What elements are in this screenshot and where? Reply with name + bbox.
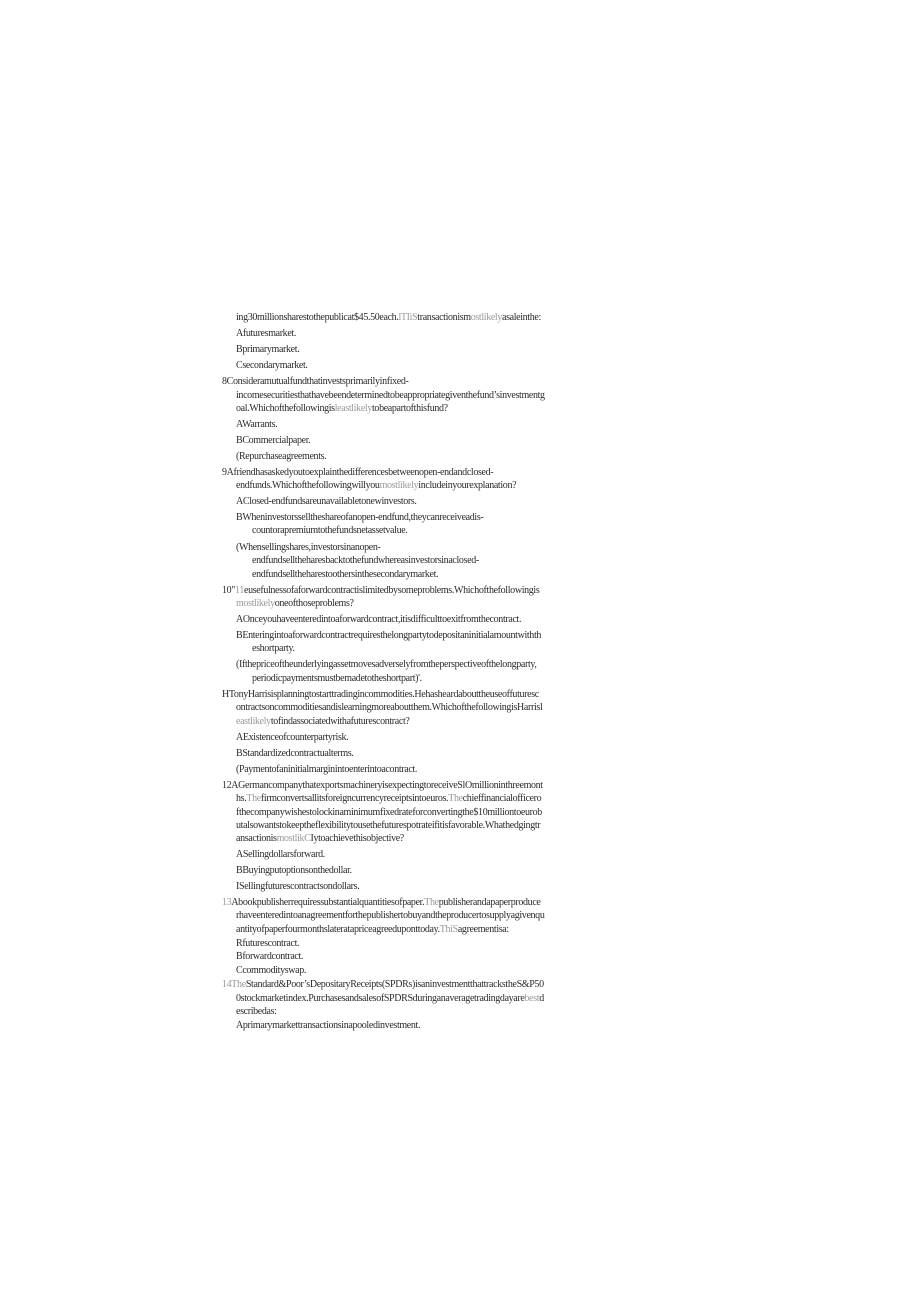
text-line — [236, 418, 277, 431]
text-run: endfundselltheharestoothersinthesecondarymarket. — [252, 569, 439, 580]
text-run: BCommercialpaper. — [236, 435, 311, 446]
text-run: Ccommodityswap. — [236, 965, 307, 976]
faded-text: ostlikely — [470, 312, 503, 323]
text-line — [236, 541, 381, 554]
text-run: oal.Whichofthefollowingis — [236, 403, 335, 414]
text-line — [236, 1005, 277, 1018]
text-line — [236, 311, 541, 324]
text-run: 12AGermancompanythatexportsmachineryisexpectingtoreceiveSlOmillioninthreemont — [222, 780, 543, 791]
text-line — [236, 402, 448, 415]
faded-text: lTIiS — [398, 312, 418, 323]
text-run: BStandardizedcontractualterms. — [236, 748, 354, 759]
text-line — [236, 389, 545, 402]
text-line — [236, 715, 410, 728]
text-run: firmconvertsallitsforeigncurrencyreceiptsintoeuros. — [260, 793, 449, 804]
text-run: Aprimarymarkettransactionsinapooledinvestment. — [236, 1020, 421, 1031]
faded-text: 11 — [235, 585, 244, 596]
text-run: AExistenceofcounterpartyrisk. — [236, 732, 349, 743]
text-line — [236, 937, 299, 950]
text-run: escribedas: — [236, 1006, 277, 1017]
text-run: antityofpaperfourmonthslateratapriceagreeduponttoday. — [236, 924, 440, 935]
text-run: Bprimarymarket. — [236, 344, 300, 355]
text-run: AWarrants. — [236, 419, 278, 430]
faded-text: The — [448, 793, 463, 804]
text-line — [252, 568, 438, 581]
text-run: endfundselltheharesbacktothefundwhereasinvestorsinaclosed- — [252, 555, 479, 566]
text-run: BWheninvestorsselltheshareofanopen-endfund,theycanreceiveadis- — [236, 512, 484, 523]
text-run: utalsowantstokeeptheflexibilitytousethefuturespotrateifitisfavorable.Whathedgingtr — [236, 820, 541, 831]
text-run: d — [539, 993, 544, 1004]
text-line — [222, 688, 539, 701]
text-run: transactionism — [417, 312, 471, 323]
text-run: HTonyHarrisisplanningtostarttradingincommodities.Hehasheardabouttheuseoffuturesc — [222, 689, 539, 700]
text-line — [236, 658, 537, 671]
text-run: BBuyingputoptionsonthedollar. — [236, 865, 352, 876]
text-run: ontractsoncommoditiesandislearningmoreaboutthem.WhichofthefollowingisHarrisl — [236, 702, 543, 713]
text-run: eshortparty. — [252, 643, 295, 654]
text-run: fthecompanywishestolockinaminimumfixedrateforconvertingthe$10milliontoeurob — [236, 807, 542, 818]
faded-text: The — [424, 897, 439, 908]
faded-text: 13 — [222, 897, 232, 908]
text-line — [252, 524, 407, 537]
text-run: BEnteringintoaforwardcontractrequiresthelongpartytodepositaninitialamountwithth — [236, 630, 542, 641]
text-line — [236, 819, 540, 832]
text-run: tofindassociatedwithafuturescontract? — [270, 716, 410, 727]
text-line — [236, 909, 545, 922]
text-run: Csecondarymarket. — [236, 360, 308, 371]
text-run: (Paymentofaninitialmarginintoenterintoacontract. — [236, 764, 418, 775]
text-line — [236, 950, 303, 963]
text-line — [236, 763, 417, 776]
text-run: publisherandapaperproduce — [438, 897, 541, 908]
text-line — [236, 629, 541, 642]
faded-text: leastlikely — [334, 403, 372, 414]
text-run: 9Afriendhasaskedyoutoexplainthedifferencesbetweenopen-endandclosed- — [222, 467, 494, 478]
text-line — [252, 554, 479, 567]
text-line — [236, 597, 354, 610]
faded-text: mostlikely — [236, 598, 275, 609]
text-run: Abookpublisherrequiressubstantialquantitiesofpaper. — [231, 897, 425, 908]
text-run: ansactionis — [236, 833, 277, 844]
text-run: 8Consideramutualfundthatinvestsprimarilyinfixed- — [222, 376, 409, 387]
text-run: AOnceyouhaveenteredintoaforwardcontract,itisdifficulttoexitfromthecontract. — [236, 614, 522, 625]
faded-text: best — [524, 993, 540, 1004]
text-run: (Repurchaseagreements. — [236, 451, 327, 462]
text-run: chieffinancialofficero — [462, 793, 542, 804]
text-line — [236, 806, 542, 819]
text-line — [222, 779, 543, 792]
faded-text: 14The — [222, 979, 246, 990]
text-run: Afuturesmarket. — [236, 328, 297, 339]
text-line — [236, 731, 348, 744]
text-line — [236, 327, 296, 340]
text-line — [236, 792, 541, 805]
text-run: countorapremiumtothefundsnetassetvalue. — [252, 525, 408, 536]
text-line — [236, 848, 325, 861]
text-run: endfunds.Whichofthefollowingwillyou — [236, 480, 380, 491]
text-line — [236, 1019, 420, 1032]
text-line — [236, 359, 308, 372]
text-run: asaleinthe: — [502, 312, 541, 323]
text-line — [236, 964, 306, 977]
text-run: rhaveenteredintoanagreementforthepublishertobuyandtheproducertosupplyagivenqu — [236, 910, 545, 921]
text-line — [222, 584, 539, 597]
text-run: agreementisa: — [457, 924, 509, 935]
text-run: Rfuturescontract. — [236, 938, 300, 949]
faded-text: The — [246, 793, 261, 804]
text-line — [222, 978, 544, 991]
text-line — [236, 864, 352, 877]
text-run: incomesecuritiesthathavebeendeterminedtobeappropriategiventhefund’sinvestmentg — [236, 390, 545, 401]
text-line — [236, 343, 299, 356]
text-run: ing30millionsharestothepublicat$45.50each. — [236, 312, 399, 323]
faded-text: mostlikely — [379, 480, 419, 491]
text-run: 0stockmarketindex.PurchasesandsalesofSPDRSduringanaveragetradingdayare — [236, 993, 525, 1004]
text-line — [236, 511, 483, 524]
text-run: tobeapartofthisfund? — [371, 403, 448, 414]
text-line — [236, 450, 326, 463]
text-run: Iytoachievethisobjective? — [310, 833, 404, 844]
text-run: eusefulnessofaforwardcontractislimitedbysomeproblems.Whichofthefollowingis — [243, 585, 540, 596]
text-line — [236, 747, 354, 760]
text-run: (Ifthepriceoftheunderlyingassetmovesadverselyfromtheperspectiveofthelongparty, — [236, 659, 537, 670]
text-run: hs. — [236, 793, 247, 804]
text-line — [252, 672, 422, 685]
text-line — [252, 642, 295, 655]
text-run: 10" — [222, 585, 236, 596]
text-line — [236, 992, 544, 1005]
text-line — [236, 880, 359, 893]
text-line — [236, 701, 542, 714]
text-run: Bforwardcontract. — [236, 951, 304, 962]
text-run: periodicpaymentsmustbemadetotheshortpart)'. — [252, 673, 422, 684]
text-run: ISellingfuturescontractsondollars. — [236, 881, 360, 892]
text-run: AClosed-endfundsareunavailabletonewinvestors. — [236, 496, 417, 507]
text-line — [222, 375, 409, 388]
text-line — [222, 896, 541, 909]
text-line — [236, 613, 521, 626]
text-run: (Whensellingshares,investorsinanopen- — [236, 542, 381, 553]
faded-text: mostlikC — [276, 833, 311, 844]
faded-text: eastlikely — [236, 716, 271, 727]
text-run: oneofthoseproblems? — [274, 598, 354, 609]
faded-text: ThiS — [439, 924, 458, 935]
text-line — [236, 923, 509, 936]
text-line — [236, 434, 310, 447]
text-run: includeinyourexplanation? — [418, 480, 517, 491]
text-line — [236, 479, 516, 492]
text-line — [222, 466, 493, 479]
text-run: ASellingdollarsforward. — [236, 849, 325, 860]
text-line — [236, 832, 404, 845]
text-line — [236, 495, 417, 508]
text-run: Standard&Poor’sDepositaryReceipts(SPDRs)isaninvestmentthattrackstheS&P50 — [245, 979, 544, 990]
